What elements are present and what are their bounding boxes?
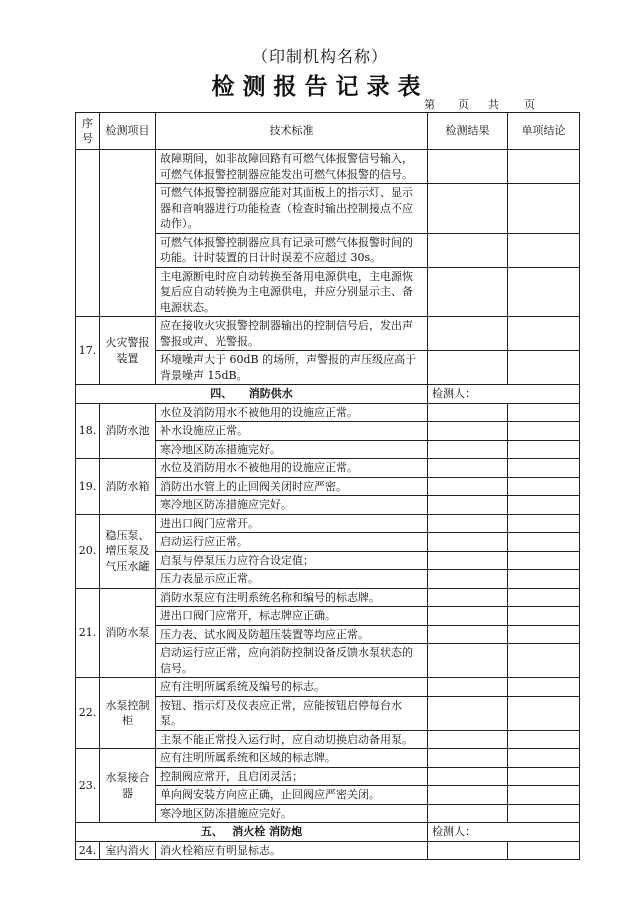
conclusion-cell <box>508 440 580 459</box>
result-cell <box>428 317 508 351</box>
item-number: 19. <box>76 459 100 515</box>
standard-cell: 寒冷地区防冻措施应完好。 <box>156 804 428 823</box>
result-cell <box>428 804 508 823</box>
header-conclusion: 单项结论 <box>508 113 580 150</box>
standard-cell: 可燃气体报警控制器应具有记录可燃气体报警时间的功能。计时装置的日计时误差不应超过 30s。 <box>156 233 428 267</box>
result-cell <box>428 403 508 422</box>
standard-cell: 按钮、指示灯及仪表应正常，应能按钮启停每台水泵。 <box>156 696 428 730</box>
standard-cell: 主泵不能正常投入运行时，应自动切换启动备用泵。 <box>156 730 428 749</box>
table-row <box>76 459 580 478</box>
result-cell <box>428 533 508 552</box>
result-cell <box>428 696 508 730</box>
section-row <box>76 823 580 842</box>
table-row <box>76 317 580 351</box>
standard-cell: 主电源断电时应自动转换至备用电源供电，主电源恢复后应自动转换为主电源供电，并应分别显示主、备电源状态。 <box>156 267 428 317</box>
standard-cell: 寒冷地区防冻措施完好。 <box>156 440 428 459</box>
result-cell <box>428 184 508 234</box>
standard-cell: 压力表、试水阀及防超压装置等均应正常。 <box>156 625 428 644</box>
standard-cell: 故障期间，如非故障回路有可燃气体报警信号输入，可燃气体报警控制器应能发出可燃气体报警的信号。 <box>156 150 428 184</box>
standard-cell: 启动运行应正常，应向消防控制设备反馈水泵状态的信号。 <box>156 644 428 678</box>
section-title: 四、 消防供水 <box>76 385 428 404</box>
conclusion-cell <box>508 496 580 515</box>
table-row <box>76 150 580 184</box>
conclusion-cell <box>508 696 580 730</box>
item-name: 消防水泵 <box>100 588 156 678</box>
result-cell <box>428 459 508 478</box>
conclusion-cell <box>508 533 580 552</box>
standard-cell: 补水设施应正常。 <box>156 422 428 441</box>
standard-cell: 环境噪声大于 60dB 的场所，声警报的声压级应高于背景噪声 15dB。 <box>156 351 428 385</box>
result-cell <box>428 477 508 496</box>
result-cell <box>428 749 508 768</box>
item-number: 22. <box>76 678 100 749</box>
result-cell <box>428 351 508 385</box>
header-seq: 序 号 <box>76 113 100 150</box>
standard-cell: 寒冷地区防冻措施应完好。 <box>156 496 428 515</box>
table-row <box>76 678 580 697</box>
header-result: 检测结果 <box>428 113 508 150</box>
section-title: 五、 消火栓 消防炮 <box>76 823 428 842</box>
result-cell <box>428 767 508 786</box>
standard-cell: 启动运行应正常。 <box>156 533 428 552</box>
conclusion-cell <box>508 150 580 184</box>
conclusion-cell <box>508 644 580 678</box>
conclusion-cell <box>508 607 580 626</box>
standard-cell: 控制阀应常开，且启闭灵活； <box>156 767 428 786</box>
item-name: 稳压泵、增压泵及气压水罐 <box>100 514 156 588</box>
result-cell <box>428 570 508 589</box>
conclusion-cell <box>508 233 580 267</box>
standard-cell: 进出口阀门应常开。 <box>156 514 428 533</box>
conclusion-cell <box>508 570 580 589</box>
conclusion-cell <box>508 459 580 478</box>
header-item: 检测项目 <box>100 113 156 150</box>
table-row <box>76 841 580 860</box>
result-cell <box>428 233 508 267</box>
standard-cell: 水位及消防用水不被他用的设施应正常。 <box>156 403 428 422</box>
conclusion-cell <box>508 749 580 768</box>
page-label-di: 第 <box>424 98 435 111</box>
result-cell <box>428 150 508 184</box>
standard-cell: 应在接收火灾报警控制器输出的控制信号后，发出声警报或声、光警报。 <box>156 317 428 351</box>
inspector-label: 检测人： <box>428 385 580 404</box>
standard-cell: 消防水泵应有注明系统名称和编号的标志牌。 <box>156 588 428 607</box>
page-label-gong: 共 <box>488 98 499 111</box>
result-cell <box>428 841 508 860</box>
organization-name: （印制机构名称） <box>251 47 388 66</box>
conclusion-cell <box>508 477 580 496</box>
result-cell <box>428 440 508 459</box>
conclusion-cell <box>508 767 580 786</box>
standard-cell: 应有注明所属系统及编号的标志。 <box>156 678 428 697</box>
result-cell <box>428 551 508 570</box>
table-row <box>76 588 580 607</box>
conclusion-cell <box>508 403 580 422</box>
item-number: 20. <box>76 514 100 588</box>
item-number: 18. <box>76 403 100 459</box>
conclusion-cell <box>508 422 580 441</box>
conclusion-cell <box>508 514 580 533</box>
item-name: 消防水池 <box>100 403 156 459</box>
conclusion-cell <box>508 317 580 351</box>
result-cell <box>428 644 508 678</box>
result-cell <box>428 514 508 533</box>
standard-cell: 压力表显示应正常。 <box>156 570 428 589</box>
standard-cell: 进出口阀门应常开，标志牌应正确。 <box>156 607 428 626</box>
result-cell <box>428 267 508 317</box>
cell-item-empty <box>100 150 156 317</box>
standard-cell: 消防出水管上的止回阀关闭时应严密。 <box>156 477 428 496</box>
item-name: 室内消火 <box>100 841 156 860</box>
item-name: 消防水箱 <box>100 459 156 515</box>
standard-cell: 单向阀安装方向应正确，止回阀应严密关闭。 <box>156 786 428 805</box>
page-title: 检测报告记录表 <box>211 73 429 100</box>
page-label-ye-total: 页 <box>524 98 535 111</box>
standard-cell: 启泵与停泵压力应符合设定值； <box>156 551 428 570</box>
conclusion-cell <box>508 267 580 317</box>
result-cell <box>428 588 508 607</box>
page-label-ye: 页 <box>458 98 469 111</box>
record-table <box>75 112 580 860</box>
result-cell <box>428 730 508 749</box>
conclusion-cell <box>508 588 580 607</box>
item-name: 水泵接合器 <box>100 749 156 823</box>
conclusion-cell <box>508 551 580 570</box>
table-row <box>76 749 580 768</box>
item-number: 17. <box>76 317 100 385</box>
conclusion-cell <box>508 841 580 860</box>
result-cell <box>428 625 508 644</box>
section-row <box>76 385 580 404</box>
conclusion-cell <box>508 786 580 805</box>
cell-seq-empty <box>76 150 100 317</box>
standard-cell: 可燃气体报警控制器应能对其面板上的指示灯、显示器和音响器进行功能检查（检查时输出控制接点不应动作）。 <box>156 184 428 234</box>
conclusion-cell <box>508 730 580 749</box>
conclusion-cell <box>508 804 580 823</box>
conclusion-cell <box>508 625 580 644</box>
table-header-row <box>76 113 580 150</box>
standard-cell: 应有注明所属系统和区域的标志牌。 <box>156 749 428 768</box>
page-number-line <box>424 96 535 112</box>
item-name: 火灾警报装置 <box>100 317 156 385</box>
item-number: 23. <box>76 749 100 823</box>
result-cell <box>428 786 508 805</box>
item-number: 24. <box>76 841 100 860</box>
conclusion-cell <box>508 351 580 385</box>
standard-cell: 水位及消防用水不被他用的设施应正常。 <box>156 459 428 478</box>
table-row <box>76 403 580 422</box>
result-cell <box>428 496 508 515</box>
inspector-label: 检测人： <box>428 823 580 842</box>
item-number: 21. <box>76 588 100 678</box>
result-cell <box>428 678 508 697</box>
conclusion-cell <box>508 184 580 234</box>
header-standard: 技术标准 <box>156 113 428 150</box>
result-cell <box>428 422 508 441</box>
standard-cell: 消火栓箱应有明显标志。 <box>156 841 428 860</box>
conclusion-cell <box>508 678 580 697</box>
result-cell <box>428 607 508 626</box>
table-row <box>76 514 580 533</box>
item-name: 水泵控制柜 <box>100 678 156 749</box>
